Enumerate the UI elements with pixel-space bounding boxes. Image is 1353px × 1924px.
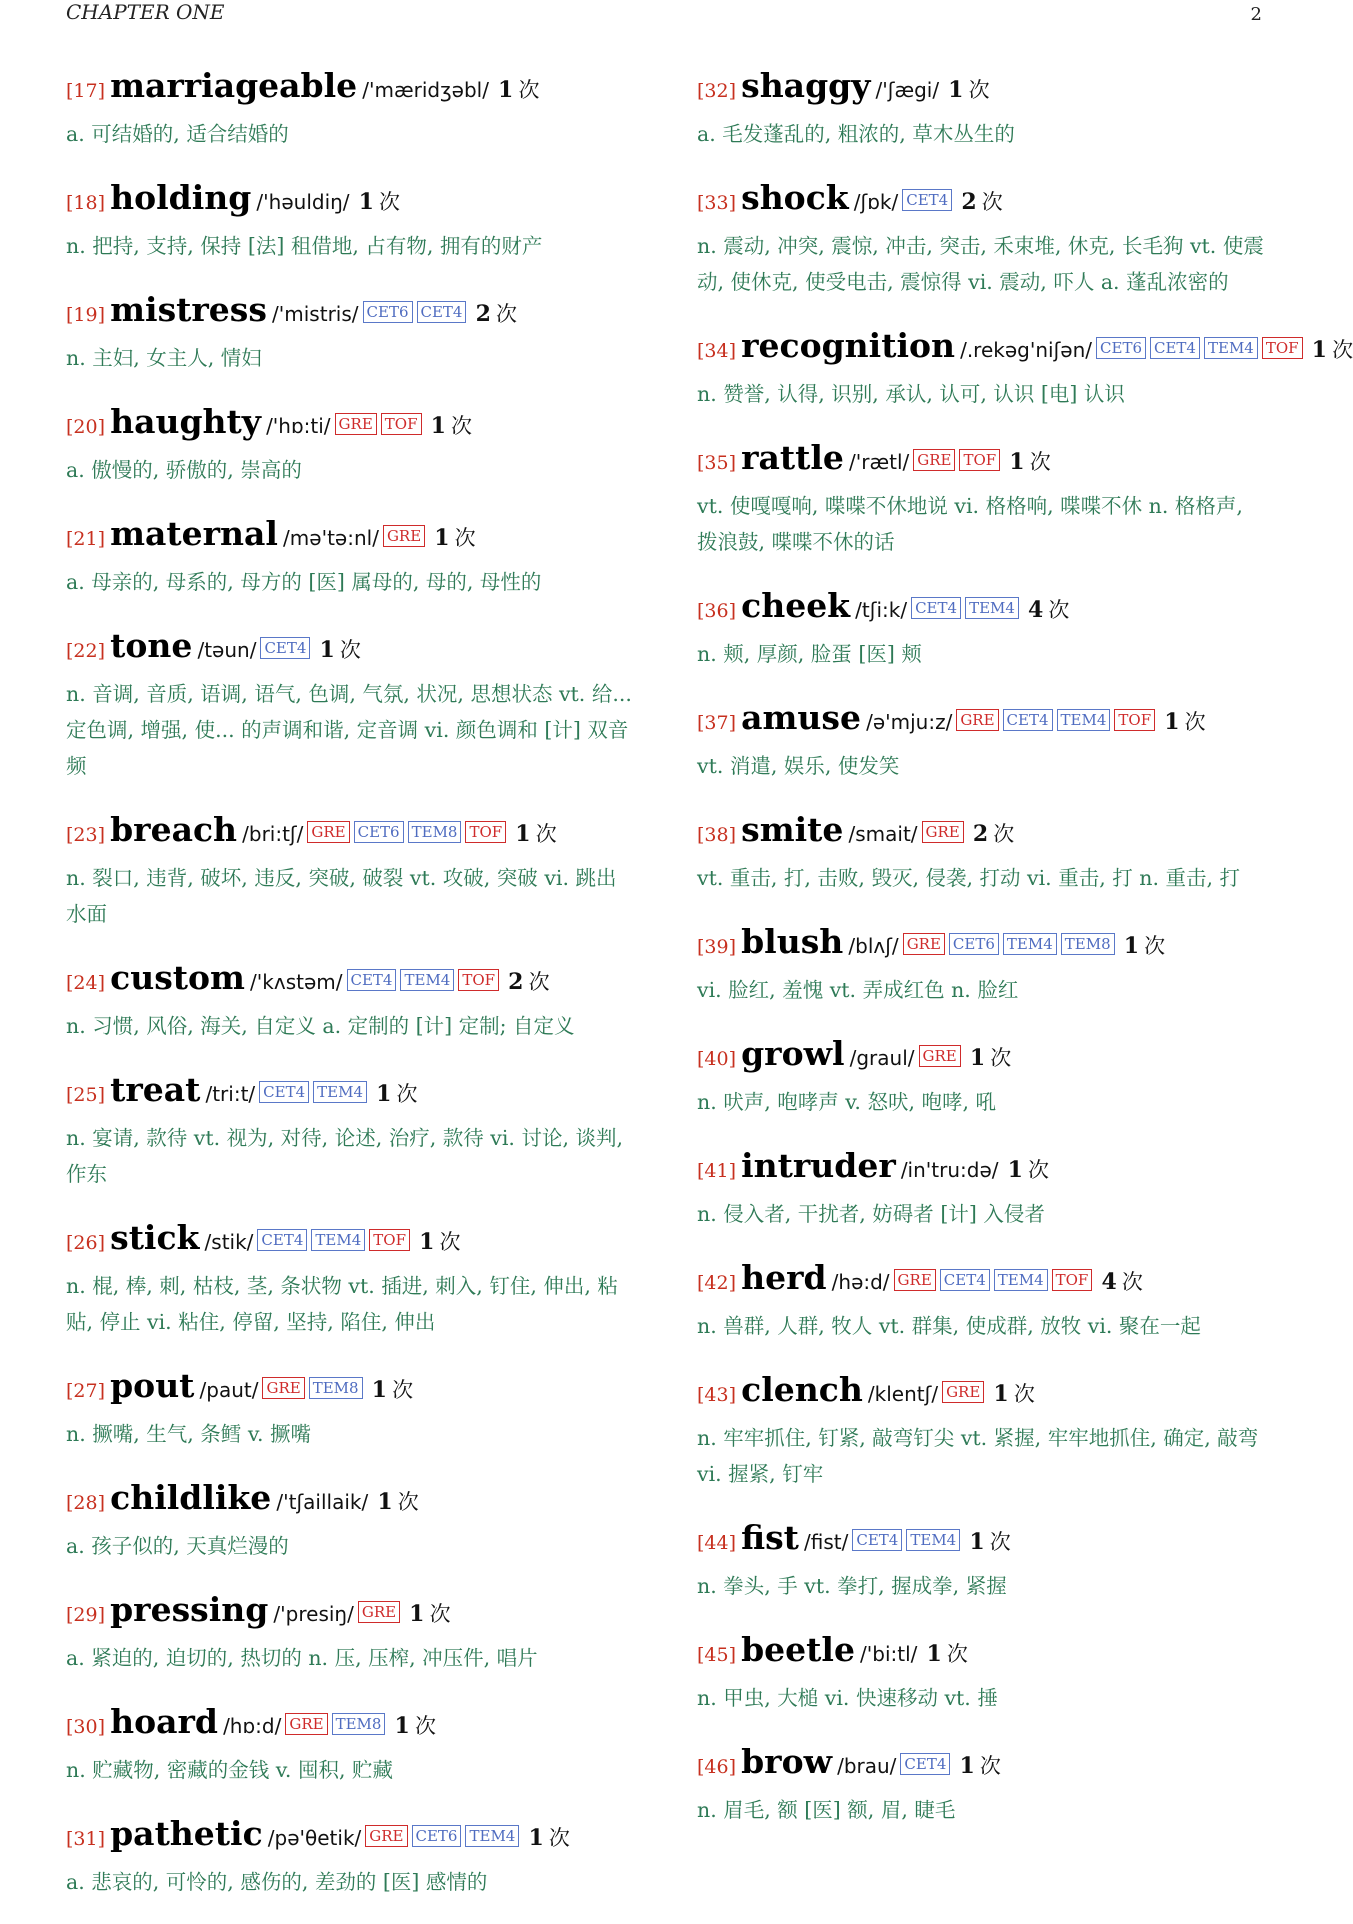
headword: treat — [110, 1070, 201, 1109]
entry-number: [44] — [697, 1532, 737, 1554]
entry-number: [37] — [697, 712, 737, 734]
vocab-entry — [66, 956, 636, 1044]
definition: n. 吠声, 咆哮声 v. 怒吠, 咆哮, 吼 — [697, 1090, 997, 1114]
headword-line — [66, 1588, 636, 1638]
entry-number: [27] — [66, 1380, 106, 1402]
right-column — [697, 64, 1353, 1852]
headword: pressing — [110, 1590, 269, 1629]
times-label: 次 — [396, 1082, 418, 1106]
page-number: 2 — [1250, 4, 1262, 25]
exam-tag-tem4: TEM4 — [313, 1081, 367, 1103]
vocab-entry — [66, 176, 636, 264]
vocab-entry — [66, 1364, 636, 1452]
vocab-entry — [66, 64, 636, 152]
headword-line — [697, 1368, 1267, 1418]
headword: childlike — [110, 1478, 272, 1517]
exam-tag-cet6: CET6 — [363, 301, 413, 323]
pronunciation: /stik/ — [204, 1230, 254, 1254]
vocab-entry — [697, 324, 1353, 412]
exam-tag-tem4: TEM4 — [1003, 933, 1057, 955]
entry-number: [28] — [66, 1492, 106, 1514]
left-column — [66, 64, 636, 1924]
entry-number: [24] — [66, 972, 106, 994]
occurrence-count: 1 — [394, 1713, 410, 1739]
headword-line — [697, 1628, 1267, 1678]
exam-tag-cet4: CET4 — [911, 597, 961, 619]
vocab-entry — [697, 1628, 1267, 1716]
occurrence-count: 4 — [1101, 1269, 1117, 1295]
occurrence-count: 1 — [434, 525, 450, 551]
headword-line — [66, 1812, 636, 1862]
definition: n. 把持, 支持, 保持 [法] 租借地, 占有物, 拥有的财产 — [66, 234, 543, 258]
vocab-entry — [66, 1216, 636, 1340]
headword-line — [66, 808, 636, 858]
entry-number: [26] — [66, 1232, 106, 1254]
definition: n. 颊, 厚颜, 脸蛋 [医] 颊 — [697, 642, 922, 666]
headword: brow — [741, 1742, 832, 1781]
definition: a. 紧迫的, 迫切的, 热切的 n. 压, 压榨, 冲压件, 唱片 — [66, 1646, 538, 1670]
occurrence-count: 1 — [319, 637, 335, 663]
pronunciation: /hə:d/ — [831, 1270, 890, 1294]
occurrence-count: 1 — [948, 77, 964, 103]
vocab-entry — [697, 1516, 1267, 1604]
headword: hoard — [110, 1702, 218, 1741]
definition: a. 毛发蓬乱的, 粗浓的, 草木丛生的 — [697, 122, 1015, 146]
exam-tag-cet4: CET4 — [900, 1753, 950, 1775]
headword-line — [697, 1256, 1267, 1306]
occurrence-count: 1 — [1009, 449, 1025, 475]
headword-line — [697, 808, 1267, 858]
exam-tag-tem4: TEM4 — [994, 1269, 1048, 1291]
entry-number: [43] — [697, 1384, 737, 1406]
definition: vt. 消遣, 娱乐, 使发笑 — [697, 754, 900, 778]
occurrence-count: 1 — [371, 1377, 387, 1403]
definition: n. 习惯, 风俗, 海关, 自定义 a. 定制的 [计] 定制; 自定义 — [66, 1014, 575, 1038]
entry-number: [20] — [66, 416, 106, 438]
entry-number: [29] — [66, 1604, 106, 1626]
definition: vt. 使嘎嘎响, 喋喋不休地说 vi. 格格响, 喋喋不休 n. 格格声, 拨浪鼓, 喋喋不休的话 — [697, 494, 1243, 554]
pronunciation: /tri:t/ — [205, 1082, 256, 1106]
pronunciation: /'rætl/ — [849, 450, 910, 474]
headword-line — [66, 1476, 636, 1526]
occurrence-count: 1 — [528, 1825, 544, 1851]
times-label: 次 — [548, 1826, 570, 1850]
exam-tag-gre: GRE — [922, 821, 964, 843]
exam-tag-tof: TOF — [381, 413, 422, 435]
definition: n. 眉毛, 额 [医] 额, 眉, 睫毛 — [697, 1798, 956, 1822]
headword: mistress — [110, 290, 267, 329]
headword: growl — [741, 1034, 845, 1073]
headword-line — [66, 1364, 636, 1414]
vocab-entry — [697, 1256, 1267, 1344]
pronunciation: /'hɒ:ti/ — [266, 414, 331, 438]
headword-line — [697, 176, 1267, 226]
occurrence-count: 2 — [961, 189, 977, 215]
times-label: 次 — [989, 1530, 1011, 1554]
definition: n. 侵入者, 干扰者, 妨碍者 [计] 入侵者 — [697, 1202, 1045, 1226]
occurrence-count: 1 — [1007, 1157, 1023, 1183]
headword: recognition — [741, 326, 955, 365]
definition: a. 母亲的, 母系的, 母方的 [医] 属母的, 母的, 母性的 — [66, 570, 542, 594]
exam-tag-tof: TOF — [1114, 709, 1155, 731]
pronunciation: /pə'θetik/ — [267, 1826, 362, 1850]
times-label: 次 — [397, 1490, 419, 1514]
occurrence-count: 1 — [377, 1489, 393, 1515]
vocab-entry — [66, 1812, 636, 1900]
vocab-entry — [697, 584, 1267, 672]
definition: n. 贮藏物, 密藏的金钱 v. 囤积, 贮藏 — [66, 1758, 393, 1782]
entry-number: [33] — [697, 192, 737, 214]
times-label: 次 — [979, 1754, 1001, 1778]
exam-tag-gre: GRE — [262, 1377, 304, 1399]
vocab-entry — [697, 1740, 1267, 1828]
exam-tag-gre: GRE — [307, 821, 349, 843]
exam-tag-cet4: CET4 — [1003, 709, 1053, 731]
pronunciation: /.rekəg'niʃən/ — [960, 338, 1093, 362]
headword: custom — [110, 958, 245, 997]
times-label: 次 — [1013, 1382, 1035, 1406]
vocab-entry — [66, 1476, 636, 1564]
entry-number: [25] — [66, 1084, 106, 1106]
exam-tag-tem4: TEM4 — [1057, 709, 1111, 731]
headword-line — [697, 696, 1267, 746]
times-label: 次 — [535, 822, 557, 846]
exam-tag-gre: GRE — [903, 933, 945, 955]
pronunciation: /tʃi:k/ — [855, 598, 908, 622]
entry-number: [22] — [66, 640, 106, 662]
exam-tag-cet4: CET4 — [259, 1081, 309, 1103]
times-label: 次 — [439, 1230, 461, 1254]
exam-tag-tof: TOF — [959, 449, 1000, 471]
occurrence-count: 1 — [1123, 933, 1140, 959]
pronunciation: /'bi:tl/ — [860, 1642, 918, 1666]
pronunciation: /hɒ:d/ — [223, 1714, 282, 1738]
occurrence-count: 1 — [409, 1601, 425, 1627]
vocab-entry — [697, 64, 1267, 152]
exam-tag-cet4: CET4 — [902, 189, 952, 211]
definition: n. 牢牢抓住, 钉紧, 敲弯钉尖 vt. 紧握, 牢牢地抓住, 确定, 敲弯 vi. 握紧, 钉牢 — [697, 1426, 1259, 1486]
headword: haughty — [110, 402, 261, 441]
times-label: 次 — [1332, 338, 1353, 362]
times-label: 次 — [1029, 450, 1051, 474]
times-label: 次 — [990, 1046, 1012, 1070]
pronunciation: /fist/ — [804, 1530, 849, 1554]
entry-number: [30] — [66, 1716, 106, 1738]
times-label: 次 — [451, 414, 472, 438]
exam-tag-cet4: CET4 — [940, 1269, 990, 1291]
occurrence-count: 1 — [358, 189, 374, 215]
entry-number: [19] — [66, 304, 106, 326]
vocab-entry — [66, 1068, 636, 1192]
exam-tag-cet6: CET6 — [949, 933, 999, 955]
occurrence-count: 1 — [515, 821, 531, 847]
definition: vi. 脸红, 羞愧 vt. 弄成红色 n. 脸红 — [697, 978, 1019, 1002]
definition: n. 甲虫, 大槌 vi. 快速移动 vt. 捶 — [697, 1686, 998, 1710]
headword-line — [697, 1144, 1267, 1194]
entry-number: [42] — [697, 1272, 737, 1294]
times-label: 次 — [379, 190, 401, 214]
exam-tag-cet6: CET6 — [354, 821, 404, 843]
times-label: 次 — [339, 638, 361, 662]
occurrence-count: 2 — [972, 821, 989, 847]
pronunciation: /'tʃaillaik/ — [276, 1490, 369, 1514]
entry-number: [35] — [697, 452, 737, 474]
headword-line — [66, 956, 636, 1006]
headword-line — [697, 1516, 1267, 1566]
headword: amuse — [741, 698, 861, 737]
headword-line — [66, 1216, 636, 1266]
headword: shaggy — [741, 66, 871, 105]
pronunciation: /paut/ — [199, 1378, 259, 1402]
headword: breach — [110, 810, 238, 849]
vocab-entry — [66, 1588, 636, 1676]
times-label: 次 — [518, 78, 540, 102]
entry-number: [18] — [66, 192, 106, 214]
occurrence-count: 1 — [926, 1641, 942, 1667]
exam-tag-tem4: TEM4 — [465, 1825, 519, 1847]
exam-tag-gre: GRE — [913, 449, 955, 471]
exam-tag-cet4: CET4 — [1150, 337, 1200, 359]
vocab-entry — [66, 400, 636, 488]
exam-tag-cet4: CET4 — [417, 301, 467, 323]
vocab-entry — [697, 696, 1267, 784]
pronunciation: /'mæridʒəbl/ — [362, 78, 489, 102]
headword-line — [66, 1068, 636, 1118]
entry-number: [21] — [66, 528, 106, 550]
exam-tag-tem8: TEM8 — [1061, 933, 1115, 955]
headword-line — [66, 624, 636, 674]
exam-tag-tem8: TEM8 — [332, 1713, 386, 1735]
pronunciation: /smait/ — [848, 822, 918, 846]
occurrence-count: 4 — [1028, 597, 1044, 623]
pronunciation: /'kʌstəm/ — [250, 970, 343, 994]
times-label: 次 — [1121, 1270, 1143, 1294]
headword: tone — [110, 626, 193, 665]
headword: intruder — [741, 1146, 896, 1185]
times-label: 次 — [981, 190, 1003, 214]
headword-line — [697, 324, 1353, 374]
headword-line — [697, 1032, 1267, 1082]
occurrence-count: 2 — [475, 301, 491, 327]
vocab-entry — [697, 1144, 1267, 1232]
exam-tag-cet4: CET4 — [852, 1529, 902, 1551]
exam-tag-tem4: TEM4 — [906, 1529, 960, 1551]
occurrence-count: 1 — [1164, 709, 1180, 735]
pronunciation: /təun/ — [197, 638, 257, 662]
definition: vt. 重击, 打, 击败, 毁灭, 侵袭, 打动 vi. 重击, 打 n. 重击, 打 — [697, 866, 1241, 890]
pronunciation: /bri:tʃ/ — [242, 822, 304, 846]
headword: cheek — [741, 586, 851, 625]
exam-tag-tof: TOF — [458, 969, 499, 991]
vocab-entry — [697, 1032, 1267, 1120]
headword-line — [66, 288, 636, 338]
vocab-entry — [697, 1368, 1267, 1492]
definition: n. 棍, 棒, 刺, 枯枝, 茎, 条状物 vt. 插进, 刺入, 钉住, 伸出, 粘贴, 停止 vi. 粘住, 停留, 坚持, 陷住, 伸出 — [66, 1274, 618, 1334]
pronunciation: /'mistris/ — [272, 302, 359, 326]
entry-number: [41] — [697, 1160, 737, 1182]
occurrence-count: 1 — [993, 1381, 1009, 1407]
vocab-entry — [66, 808, 636, 932]
entry-number: [36] — [697, 600, 737, 622]
definition: n. 撅嘴, 生气, 条鳕 v. 撅嘴 — [66, 1422, 311, 1446]
definition: n. 拳头, 手 vt. 拳打, 握成拳, 紧握 — [697, 1574, 1007, 1598]
vocab-entry — [66, 512, 636, 600]
vocab-entry — [66, 624, 636, 784]
exam-tag-tof: TOF — [369, 1229, 410, 1251]
headword-line — [66, 1700, 636, 1750]
pronunciation: /mə'tə:nl/ — [283, 526, 379, 550]
vocab-entry — [66, 1700, 636, 1788]
headword: shock — [741, 178, 849, 217]
occurrence-count: 1 — [959, 1753, 975, 1779]
exam-tag-tem4: TEM4 — [400, 969, 454, 991]
exam-tag-cet4: CET4 — [347, 969, 397, 991]
times-label: 次 — [414, 1714, 436, 1738]
headword: herd — [741, 1258, 827, 1297]
headword: stick — [110, 1218, 200, 1257]
entry-number: [32] — [697, 80, 737, 102]
pronunciation: /in'tru:də/ — [900, 1158, 999, 1182]
times-label: 次 — [946, 1642, 968, 1666]
definition: n. 主妇, 女主人, 情妇 — [66, 346, 262, 370]
entry-number: [46] — [697, 1756, 737, 1778]
exam-tag-tof: TOF — [1262, 337, 1303, 359]
exam-tag-gre: GRE — [285, 1713, 327, 1735]
occurrence-count: 1 — [969, 1529, 985, 1555]
headword-line — [66, 400, 636, 450]
exam-tag-cet4: CET4 — [257, 1229, 307, 1251]
pronunciation: /klentʃ/ — [867, 1382, 939, 1406]
definition: a. 傲慢的, 骄傲的, 崇高的 — [66, 458, 302, 482]
headword-line — [697, 1740, 1267, 1790]
definition: a. 孩子似的, 天真烂漫的 — [66, 1534, 289, 1558]
exam-tag-gre: GRE — [358, 1601, 400, 1623]
pronunciation: /'həuldiŋ/ — [256, 190, 350, 214]
vocab-entry — [66, 288, 636, 376]
headword-line — [697, 64, 1267, 114]
exam-tag-cet6: CET6 — [412, 1825, 462, 1847]
headword: rattle — [741, 438, 844, 477]
occurrence-count: 1 — [376, 1081, 392, 1107]
pronunciation: /ʃɒk/ — [853, 190, 899, 214]
times-label: 次 — [968, 78, 990, 102]
pronunciation: /graul/ — [849, 1046, 915, 1070]
definition: n. 音调, 音质, 语调, 语气, 色调, 气氛, 状况, 思想状态 vt. 给... 定色调, 增强, 使... 的声调和谐, 定音调 vi. 颜色调和 [计] 双音频 — [66, 682, 632, 778]
headword-line — [697, 436, 1267, 486]
entry-number: [38] — [697, 824, 737, 846]
times-label: 次 — [429, 1602, 451, 1626]
entry-number: [45] — [697, 1644, 737, 1666]
headword: maternal — [110, 514, 278, 553]
vocab-entry — [697, 920, 1267, 1008]
times-label: 次 — [528, 970, 550, 994]
headword: clench — [741, 1370, 863, 1409]
headword-line — [697, 920, 1267, 970]
exam-tag-tem4: TEM4 — [311, 1229, 365, 1251]
definition: a. 悲哀的, 可怜的, 感伤的, 差劲的 [医] 感情的 — [66, 1870, 488, 1894]
exam-tag-tof: TOF — [1052, 1269, 1093, 1291]
vocab-entry — [697, 808, 1267, 896]
entry-number: [40] — [697, 1048, 737, 1070]
definition: a. 可结婚的, 适合结婚的 — [66, 122, 289, 146]
times-label: 次 — [454, 526, 476, 550]
headword: pout — [110, 1366, 195, 1405]
exam-tag-tem8: TEM8 — [408, 821, 462, 843]
headword: smite — [741, 810, 844, 849]
occurrence-count: 1 — [1311, 337, 1327, 363]
entry-number: [31] — [66, 1828, 106, 1850]
times-label: 次 — [1028, 1158, 1049, 1182]
exam-tag-gre: GRE — [919, 1045, 961, 1067]
headword-line — [66, 512, 636, 562]
exam-tag-gre: GRE — [894, 1269, 936, 1291]
exam-tag-gre: GRE — [365, 1825, 407, 1847]
definition: n. 赞誉, 认得, 识别, 承认, 认可, 认识 [电] 认识 — [697, 382, 1125, 406]
exam-tag-tem4: TEM4 — [1204, 337, 1258, 359]
exam-tag-cet6: CET6 — [1096, 337, 1146, 359]
chapter-title: CHAPTER ONE — [66, 0, 225, 24]
exam-tag-gre: GRE — [956, 709, 998, 731]
pronunciation: /'ʃægi/ — [875, 78, 940, 102]
headword: pathetic — [110, 1814, 263, 1853]
occurrence-count: 1 — [430, 413, 446, 439]
headword: holding — [110, 178, 252, 217]
exam-tag-tof: TOF — [465, 821, 506, 843]
headword: blush — [741, 922, 844, 961]
headword-line — [66, 64, 636, 114]
entry-number: [17] — [66, 80, 106, 102]
headword: fist — [741, 1518, 799, 1557]
definition: n. 兽群, 人群, 牧人 vt. 群集, 使成群, 放牧 vi. 聚在一起 — [697, 1314, 1201, 1338]
occurrence-count: 1 — [419, 1229, 435, 1255]
exam-tag-gre: GRE — [383, 525, 425, 547]
exam-tag-tem8: TEM8 — [309, 1377, 363, 1399]
exam-tag-cet4: CET4 — [260, 637, 310, 659]
exam-tag-tem4: TEM4 — [965, 597, 1019, 619]
headword-line — [697, 584, 1267, 634]
pronunciation: /'presiŋ/ — [273, 1602, 354, 1626]
times-label: 次 — [1184, 710, 1206, 734]
occurrence-count: 1 — [498, 77, 514, 103]
headword: beetle — [741, 1630, 855, 1669]
entry-number: [34] — [697, 340, 737, 362]
occurrence-count: 1 — [969, 1045, 986, 1071]
definition: n. 裂口, 违背, 破坏, 违反, 突破, 破裂 vt. 攻破, 突破 vi. 跳出水面 — [66, 866, 617, 926]
entry-number: [39] — [697, 936, 737, 958]
entry-number: [23] — [66, 824, 106, 846]
pronunciation: /blʌʃ/ — [848, 934, 899, 958]
definition: n. 震动, 冲突, 震惊, 冲击, 突击, 禾束堆, 休克, 长毛狗 vt. 使震动, 使休克, 使受电击, 震惊得 vi. 震动, 吓人 a. 蓬乱浓密的 — [697, 234, 1264, 294]
times-label: 次 — [1048, 598, 1070, 622]
vocab-entry — [697, 176, 1267, 300]
vocab-entry — [697, 436, 1267, 560]
times-label: 次 — [993, 822, 1015, 846]
occurrence-count: 2 — [508, 969, 524, 995]
pronunciation: /brau/ — [837, 1754, 897, 1778]
exam-tag-gre: GRE — [335, 413, 377, 435]
times-label: 次 — [392, 1378, 414, 1402]
times-label: 次 — [1144, 934, 1166, 958]
definition: n. 宴请, 款待 vt. 视为, 对待, 论述, 治疗, 款待 vi. 讨论, 谈判, 作东 — [66, 1126, 624, 1186]
exam-tag-gre: GRE — [942, 1381, 984, 1403]
headword: marriageable — [110, 66, 358, 105]
times-label: 次 — [495, 302, 517, 326]
headword-line — [66, 176, 636, 226]
pronunciation: /ə'mju:z/ — [866, 710, 953, 734]
